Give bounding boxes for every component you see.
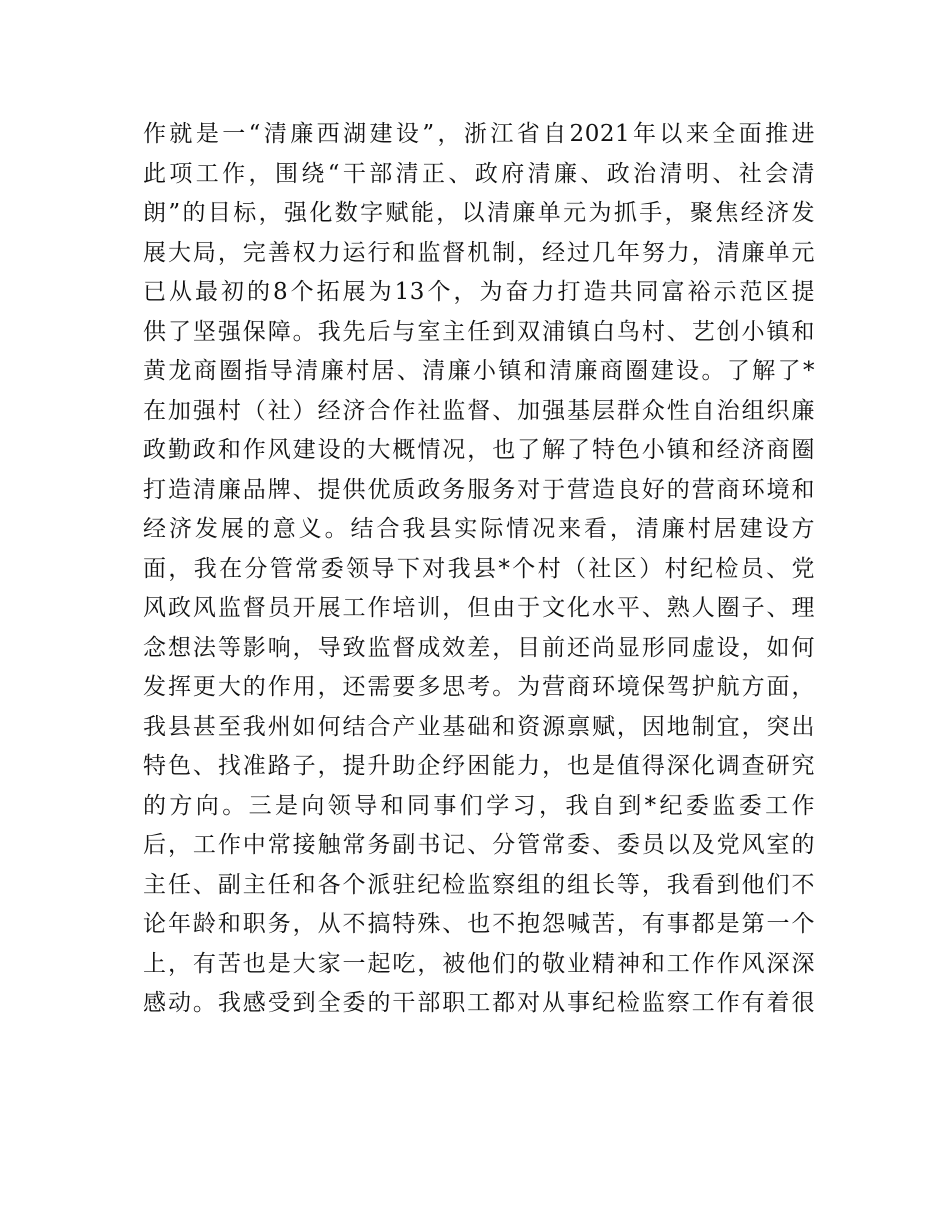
text-line: 上，有苦也是大家一起吃，被他们的敬业精神和工作作风深深 (143, 950, 815, 977)
text-line: 已从最初的8个拓展为13个，为奋力打造共同富裕示范区提 (143, 279, 815, 305)
text-line: 供了坚强保障。我先后与室主任到双浦镇白鸟村、艺创小镇和 (143, 318, 815, 345)
body-paragraph (143, 115, 815, 1024)
text-line: 经济发展的意义。结合我县实际情况来看，清廉村居建设方 (143, 516, 815, 542)
text-line: 特色、找准路子，提升助企纾困能力，也是值得深化调查研究 (143, 753, 815, 779)
text-line: 黄龙商圈指导清廉村居、清廉小镇和清廉商圈建设。了解了* (143, 358, 815, 384)
text-line: 作就是一“清廉西湖建设”，浙江省自2021年以来全面推进 (143, 121, 815, 147)
text-line: 政勤政和作风建设的大概情况，也了解了特色小镇和经济商圈 (143, 437, 815, 463)
text-line: 朗”的目标，强化数字赋能，以清廉单元为抓手，聚焦经济发 (143, 200, 815, 226)
text-line: 后，工作中常接触常务副书记、分管常委、委员以及党风室的 (143, 832, 815, 858)
text-line: 念想法等影响，导致监督成效差，目前还尚显形同虚设，如何 (143, 634, 815, 661)
text-line: 主任、副主任和各个派驻纪检监察组的组长等，我看到他们不 (143, 871, 815, 898)
text-line: 展大局，完善权力运行和监督机制，经过几年努力，清廉单元 (143, 239, 815, 266)
text-line: 打造清廉品牌、提供优质政务服务对于营造良好的营商环境和 (143, 476, 815, 503)
text-line: 论年龄和职务，从不搞特殊、也不抱怨喊苦，有事都是第一个 (143, 911, 815, 937)
text-line: 感动。我感受到全委的干部职工都对从事纪检监察工作有着很 (143, 990, 815, 1016)
text-line: 此项工作，围绕“干部清正、政府清廉、政治清明、社会清 (143, 160, 815, 187)
text-line: 风政风监督员开展工作培训，但由于文化水平、熟人圈子、理 (143, 595, 815, 621)
text-line: 的方向。三是向领导和同事们学习，我自到*纪委监委工作 (143, 792, 815, 819)
text-line: 发挥更大的作用，还需要多思考。为营商环境保驾护航方面， (143, 674, 815, 700)
text-line: 在加强村（社）经济合作社监督、加强基层群众性自治组织廉 (143, 397, 815, 424)
text-line: 我县甚至我州如何结合产业基础和资源禀赋，因地制宜，突出 (143, 713, 815, 740)
text-line: 面，我在分管常委领导下对我县*个村（社区）村纪检员、党 (143, 555, 815, 582)
